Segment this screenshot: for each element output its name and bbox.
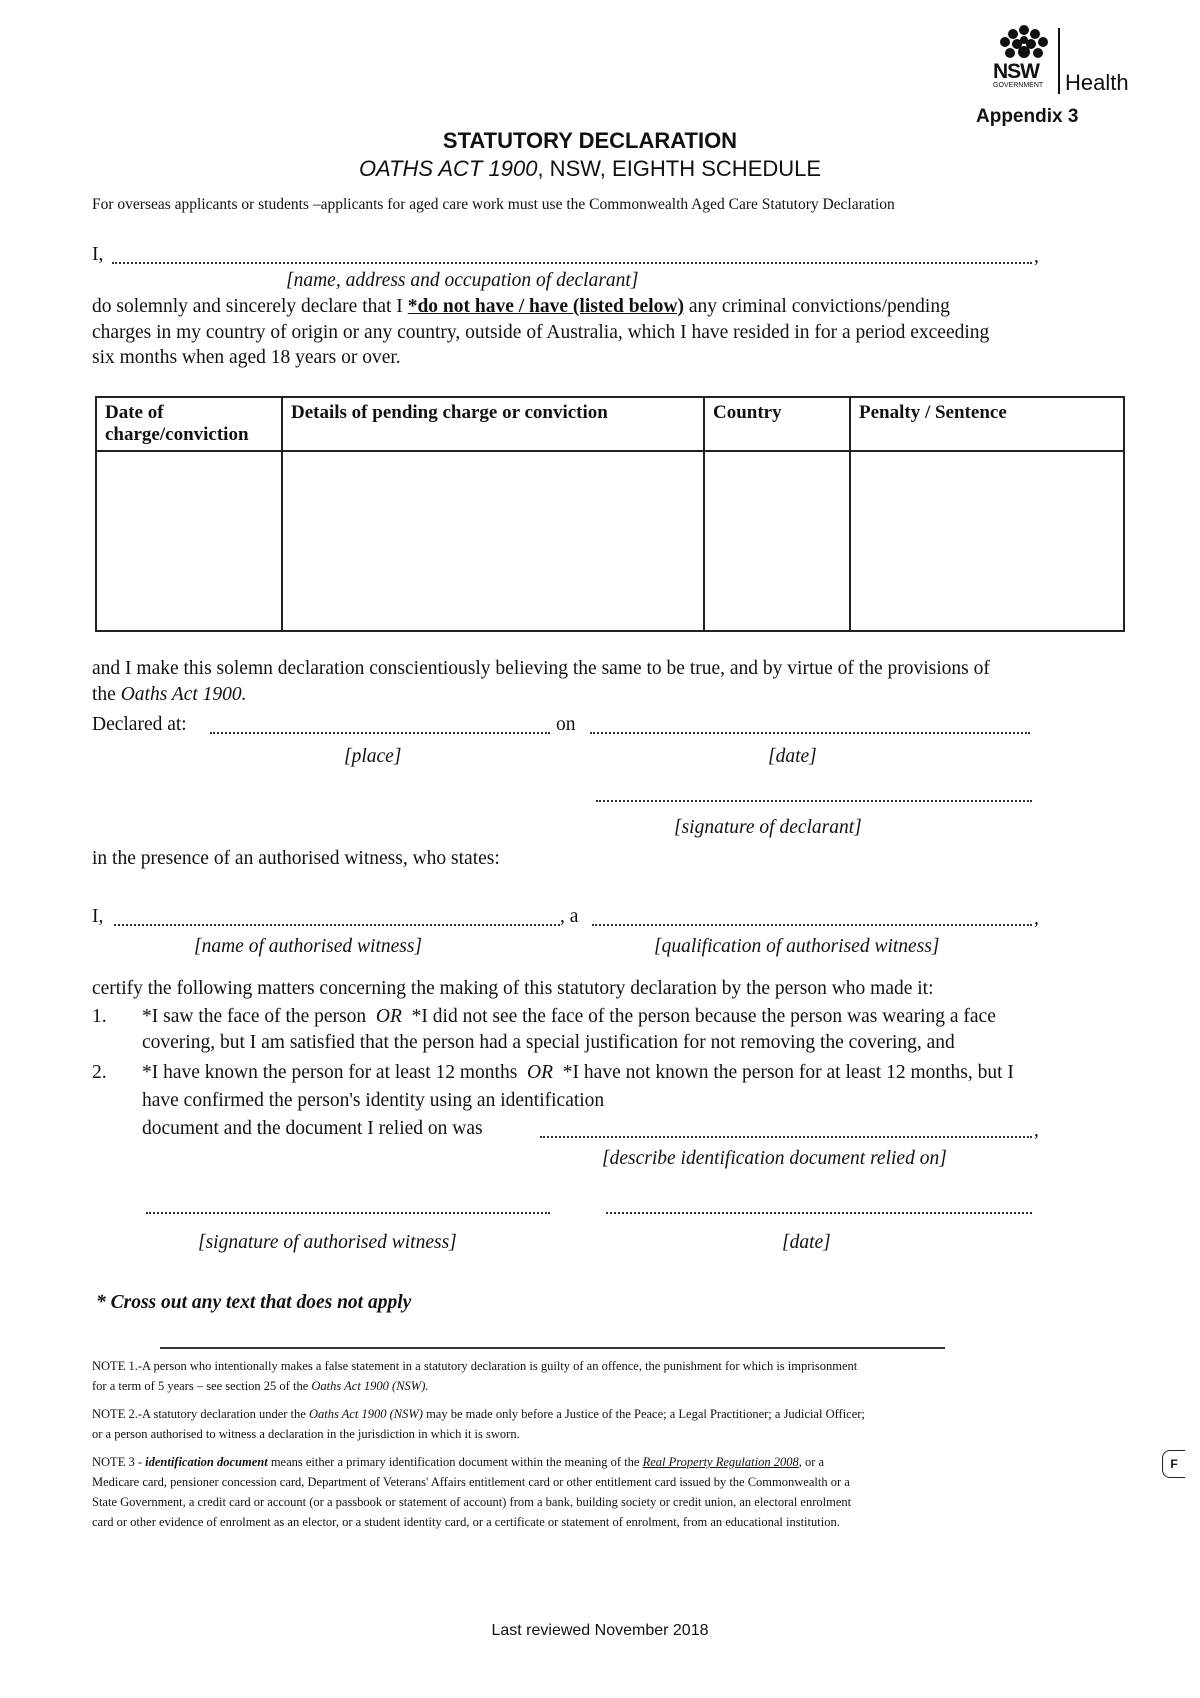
witness-name-field[interactable] bbox=[114, 924, 560, 926]
note-3-post: , or a bbox=[798, 1455, 825, 1469]
item2-option-b: *I have not known the person for at least 12 months, but I bbox=[562, 1062, 1014, 1083]
item2-line3: document and the document I relied on was bbox=[142, 1118, 483, 1139]
header-details: Details of pending charge or conviction bbox=[282, 397, 704, 451]
witness-date-field[interactable] bbox=[606, 1212, 1032, 1214]
item1-option-a: *I saw the face of the person bbox=[142, 1006, 367, 1027]
table-header-row bbox=[96, 397, 1124, 451]
item2-number: 2. bbox=[92, 1062, 107, 1083]
note-2 bbox=[92, 1404, 1172, 1444]
note-2-act: Oaths Act 1900 (NSW) bbox=[308, 1407, 423, 1421]
convictions-table bbox=[95, 396, 1125, 632]
note-1-line2 bbox=[92, 1376, 1172, 1396]
witness-name-hint: [name of authorised witness] bbox=[194, 936, 423, 957]
witness-date-hint: [date] bbox=[782, 1232, 831, 1253]
note-1-line1: NOTE 1.-A person who intentionally makes a false statement in a statutory declaration is guilty of an offence, the punishment for which is imprisonment bbox=[92, 1359, 858, 1373]
intro-text: For overseas applicants or students –applicants for aged care work must use the Commonwealth Aged Care Statutory Declaration bbox=[92, 196, 895, 213]
page-title: STATUTORY DECLARATION bbox=[442, 128, 738, 153]
id-document-hint: [describe identification document relied on] bbox=[602, 1148, 947, 1169]
item1-number: 1. bbox=[92, 1006, 107, 1027]
note-2-line2: or a person authorised to witness a declaration in the jurisdiction in which it is sworn. bbox=[92, 1427, 520, 1441]
date-hint: [date] bbox=[768, 746, 817, 767]
place-field[interactable] bbox=[210, 732, 550, 734]
declaration-line2: charges in my country of origin or any country, outside of Australia, which I have resided in for a period exceeding bbox=[92, 322, 990, 343]
page-subtitle bbox=[0, 156, 1200, 182]
notes-divider bbox=[160, 1347, 945, 1349]
declarant-signature-field[interactable] bbox=[596, 800, 1032, 802]
logo-brand: NSW bbox=[993, 60, 1039, 83]
note-3-mid: means either a primary identification document within the meaning of the bbox=[267, 1455, 643, 1469]
witness-a-label: , a bbox=[560, 906, 579, 927]
table-row bbox=[96, 451, 1124, 631]
witness-qualification-field[interactable] bbox=[592, 924, 1032, 926]
item2-suffix: , bbox=[1034, 1120, 1039, 1141]
note-3 bbox=[92, 1452, 1172, 1532]
note-3-regulation-link[interactable]: Real Property Regulation 2008 bbox=[642, 1455, 799, 1469]
item2-line1 bbox=[142, 1060, 1187, 1085]
declaration-options: *do not have / have (listed below) bbox=[407, 296, 684, 317]
place-hint: [place] bbox=[344, 746, 402, 767]
witness-qualification-hint: [qualification of authorised witness] bbox=[654, 936, 940, 957]
header-date: Date of charge/conviction bbox=[96, 397, 282, 451]
appendix-label: Appendix 3 bbox=[976, 106, 1079, 127]
cell-details[interactable] bbox=[282, 451, 704, 631]
cell-date[interactable] bbox=[96, 451, 282, 631]
item2-line2: have confirmed the person's identity using an identification bbox=[142, 1090, 605, 1111]
declaration-line1-pre: do solemnly and sincerely declare that I bbox=[92, 296, 408, 317]
declared-at-label: Declared at: bbox=[92, 714, 187, 735]
subtitle-act: OATHS ACT 1900 bbox=[358, 156, 538, 181]
note-3-line4: card or other evidence of enrolment as an elector, or a student identity card, or a certificate or statement of enrolment, from an educational institution. bbox=[92, 1515, 840, 1529]
note-1-line2-pre: for a term of 5 years – see section 25 of the bbox=[92, 1379, 312, 1393]
signature-hint: [signature of declarant] bbox=[674, 817, 862, 838]
note-1 bbox=[92, 1356, 1172, 1396]
witness-presence: in the presence of an authorised witness, who states: bbox=[92, 848, 500, 869]
witness-signature-hint: [signature of authorised witness] bbox=[198, 1232, 457, 1253]
item2-or: OR bbox=[527, 1062, 554, 1083]
solemn-line1: and I make this solemn declaration conscientiously believing the same to be true, and by virtue of the provisions of bbox=[92, 658, 990, 679]
note-3-line2: Medicare card, pensioner concession card, Department of Veterans' Affairs entitlement card or other entitlement card issued by the Commonwealth or a bbox=[92, 1475, 850, 1489]
declaration-line1-post: any criminal convictions/pending bbox=[683, 296, 950, 317]
header-penalty: Penalty / Sentence bbox=[850, 397, 1124, 451]
margin-comment-tab[interactable]: F bbox=[1162, 1450, 1185, 1478]
declaration-line1 bbox=[92, 294, 1152, 319]
declarant-hint: [name, address and occupation of declarant] bbox=[286, 270, 639, 291]
logo-gov-label: GOVERNMENT bbox=[993, 82, 1044, 89]
solemn-line2-pre: the bbox=[92, 684, 121, 705]
certify-text: certify the following matters concerning the making of this statutory declaration by the person who made it: bbox=[92, 978, 934, 999]
cross-out-note: * Cross out any text that does not apply bbox=[96, 1292, 412, 1313]
solemn-line2-act: Oaths Act 1900. bbox=[120, 684, 247, 705]
item1-line1 bbox=[142, 1004, 1182, 1029]
cell-penalty[interactable] bbox=[850, 451, 1124, 631]
logo-department: Health bbox=[1065, 70, 1129, 95]
witness-suffix: , bbox=[1034, 908, 1039, 929]
on-label: on bbox=[556, 714, 576, 735]
note-2-post: may be made only before a Justice of the Peace; a Legal Practitioner; a Judicial Officer; bbox=[422, 1407, 865, 1421]
note-3-term: identification document bbox=[145, 1455, 268, 1469]
nsw-health-logo bbox=[985, 22, 1145, 100]
item1-option-b: *I did not see the face of the person because the person was wearing a face bbox=[411, 1006, 996, 1027]
solemn-line2 bbox=[92, 682, 247, 707]
logo-divider bbox=[1058, 28, 1060, 94]
note-3-pre: NOTE 3 - bbox=[92, 1455, 146, 1469]
declarant-prefix: I, bbox=[92, 244, 104, 265]
declarant-name-field[interactable] bbox=[112, 262, 1032, 264]
id-document-field[interactable] bbox=[540, 1136, 1032, 1138]
witness-signature-field[interactable] bbox=[146, 1212, 550, 1214]
note-1-act: Oaths Act 1900 (NSW). bbox=[311, 1379, 429, 1393]
witness-prefix: I, bbox=[92, 906, 104, 927]
subtitle-rest: , NSW, EIGHTH SCHEDULE bbox=[537, 156, 822, 181]
note-2-line1 bbox=[92, 1404, 1172, 1424]
cell-country[interactable] bbox=[704, 451, 850, 631]
declarant-suffix: , bbox=[1034, 246, 1039, 267]
declared-date-field[interactable] bbox=[590, 732, 1030, 734]
note-3-line1 bbox=[92, 1452, 1172, 1472]
note-3-line3: State Government, a credit card or account (or a passbook or statement of account) from a bank, building society or credit union, an electoral enrolment bbox=[92, 1495, 852, 1509]
waratah-icon bbox=[993, 22, 1055, 64]
last-reviewed: Last reviewed November 2018 bbox=[491, 1622, 709, 1639]
item2-option-a: *I have known the person for at least 12 months bbox=[142, 1062, 518, 1083]
note-2-pre: NOTE 2.-A statutory declaration under the bbox=[92, 1407, 309, 1421]
item1-or: OR bbox=[375, 1006, 402, 1027]
item1-line2: covering, but I am satisfied that the person had a special justification for not removing the covering, and bbox=[142, 1032, 955, 1053]
declaration-line3: six months when aged 18 years or over. bbox=[92, 347, 401, 368]
header-country: Country bbox=[704, 397, 850, 451]
